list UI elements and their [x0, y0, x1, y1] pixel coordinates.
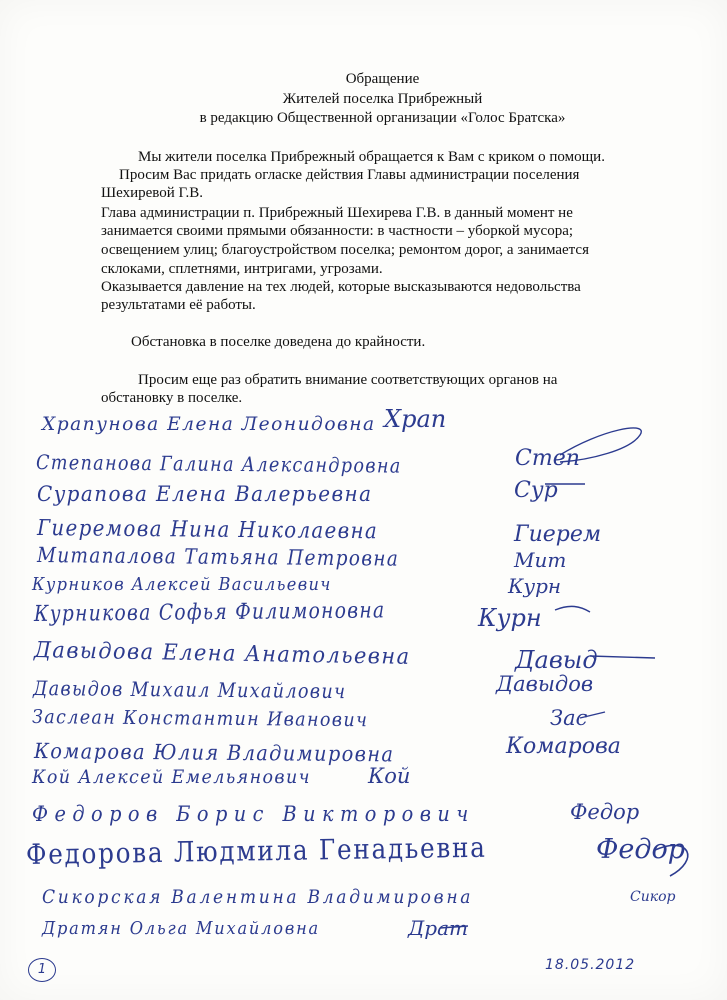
- signatory-name: Комарова Юлия Владимировна: [33, 739, 395, 767]
- signatory-name: Кой Алексей Емельянович: [32, 766, 311, 788]
- body-line: результатами её работы.: [101, 297, 256, 313]
- signature: Курн: [478, 604, 542, 632]
- signature: Мит: [514, 548, 567, 572]
- body-line: Глава администрации п. Прибрежный Шехирева Г.В. в данный момент не: [101, 205, 573, 221]
- signatory-name: Курников Алексей Васильевич: [32, 574, 332, 595]
- body-line: Просим Вас придать огласке действия Главы администрации поселения: [119, 167, 580, 183]
- signatory-name: Храпунова Елена Леонидовна: [42, 413, 376, 435]
- flourish-stroke: [560, 428, 641, 462]
- body-line: Шехиревой Г.В.: [101, 185, 204, 201]
- document-date: 18.05.2012: [545, 957, 636, 973]
- signatory-name: Заслеан Константин Иванович: [31, 706, 369, 732]
- signature: Федор: [596, 834, 686, 865]
- signature: Сикор: [630, 889, 676, 905]
- body-line: Оказывается давление на тех людей, которые высказываются недовольства: [101, 279, 581, 295]
- signature: Давыд: [515, 646, 598, 674]
- signatory-name: Гиеремова Нина Николаевна: [36, 516, 379, 545]
- body-line: Мы жители поселка Прибрежный обращается к Вам с криком о помощи.: [138, 149, 605, 165]
- flourish-stroke: [655, 845, 688, 876]
- signature: Кой: [368, 764, 411, 788]
- signature: Комарова: [506, 734, 621, 759]
- signatory-name: Давыдов Михаил Михайлович: [32, 676, 347, 704]
- body-line: обстановку в поселке.: [101, 390, 243, 406]
- signature: Гиерем: [514, 522, 602, 547]
- signature: Давыдов: [496, 672, 594, 696]
- signatory-name: Давыдова Елена Анатольевна: [33, 638, 411, 670]
- body-line: занимается своими прямыми обязанности: в частности – уборкой мусора;: [101, 223, 574, 239]
- signatory-name: Митапалова Татьяна Петровна: [36, 543, 400, 571]
- page-number: 1: [28, 958, 56, 982]
- document-title: Обращение: [345, 71, 420, 87]
- body-line: склоками, сплетнями, интригами, угрозами.: [101, 261, 383, 277]
- document-addressee: в редакцию Общественной организации «Голос Братска»: [199, 110, 566, 126]
- signature: Федор: [570, 800, 640, 824]
- signatory-name: Сурапова Елена Валерьевна: [37, 482, 373, 506]
- flourish-stroke: [440, 926, 468, 928]
- signature: Храп: [384, 405, 447, 433]
- body-line: Просим еще раз обратить внимание соответствующих органов на: [138, 372, 558, 388]
- signature: Зас: [550, 706, 588, 730]
- signatory-name: Сикорская Валентина Владимировна: [42, 886, 474, 908]
- flourish-stroke: [590, 656, 655, 658]
- signature: Курн: [508, 574, 562, 598]
- signatory-name: Курникова Софья Филимоновна: [33, 598, 386, 627]
- signature: Степ: [515, 446, 580, 471]
- signature: Сур: [514, 478, 558, 503]
- flourish-stroke: [580, 712, 605, 718]
- signatory-name: Дратян Ольга Михайловна: [42, 918, 321, 939]
- document-subtitle: Жителей поселка Прибрежный: [282, 91, 483, 107]
- body-line: Обстановка в поселке доведена до крайности.: [131, 334, 426, 350]
- signature: Драт: [408, 916, 468, 940]
- signatory-name: Степанова Галина Александровна: [35, 450, 402, 478]
- flourish-stroke: [555, 606, 590, 612]
- signatory-name: Федорова Людмила Генадьевна: [25, 830, 487, 871]
- body-line: освещением улиц; благоустройством поселка; ремонтом дорог, а занимается: [101, 242, 589, 258]
- signatory-name: Федоров Борис Викторович: [32, 802, 475, 826]
